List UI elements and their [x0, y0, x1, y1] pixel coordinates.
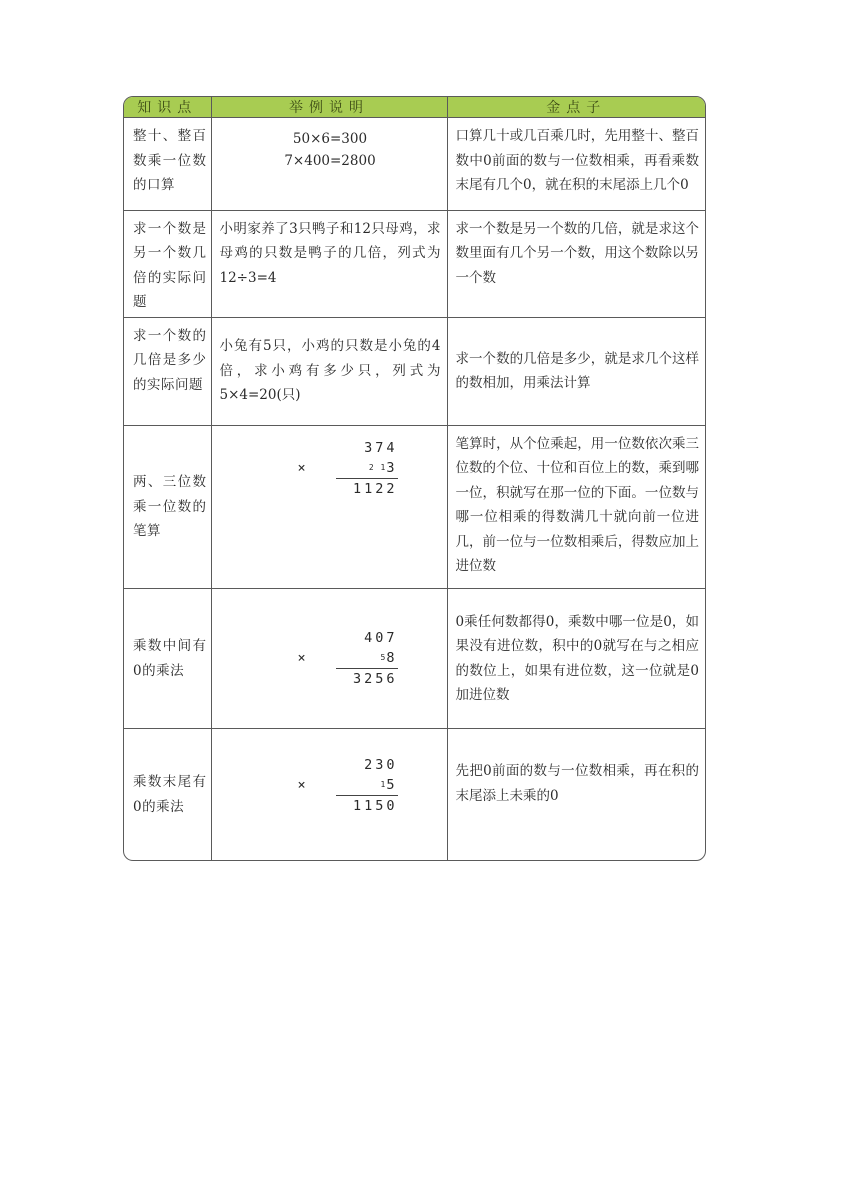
carry-digits: 2 1	[368, 462, 387, 472]
table-row	[124, 118, 705, 211]
multiplicand: 230	[364, 757, 398, 774]
tip-cell: 先把0前面的数与一位数相乘，再在积的末尾添上未乘的0	[455, 763, 699, 804]
topic-cell: 乘数中间有0的乘法	[124, 589, 211, 729]
tip-cell: 0乘任何数都得0，乘数中哪一位是0，如果没有进位数，积中的0就写在与之相应的数位上，如果有进位数，这一位就是0加进位数	[447, 589, 705, 729]
example-line: 50×6=300	[292, 131, 368, 147]
multiplicand: 374	[364, 439, 398, 456]
table-row	[124, 210, 705, 317]
topic-cell: 求一个数的几倍是多少的实际问题	[124, 317, 211, 425]
knowledge-table	[123, 96, 706, 861]
tip-cell: 口算几十或几百乘几时，先用整十、整百数中0前面的数与一位数相乘，再看乘数末尾有几个0，就在积的末尾添上几个0	[447, 118, 705, 211]
header-knowledge-point: 知识点	[124, 97, 211, 118]
table-row	[124, 589, 705, 729]
vertical-multiplication	[298, 628, 398, 689]
table-row	[124, 425, 705, 588]
header-tip: 金点子	[447, 97, 705, 118]
vertical-multiplication	[298, 438, 398, 499]
product: 1122	[352, 480, 398, 497]
example-cell: 小兔有5只，小鸡的只数是小兔的4倍，求小鸡有多少只，列式为5×4=20(只)	[211, 317, 447, 425]
header-example: 举例说明	[211, 97, 447, 118]
carry-digits: 5	[380, 653, 387, 663]
vertical-multiplication	[298, 755, 398, 816]
header-row	[124, 97, 705, 118]
carry-digits: 1	[380, 780, 387, 790]
multiplier: 3	[386, 459, 398, 476]
times-sign: ×	[297, 777, 309, 794]
times-sign: ×	[297, 650, 309, 667]
example-line: 7×400=2800	[284, 153, 376, 169]
multiplier: 5	[386, 777, 398, 794]
example-cell	[211, 729, 447, 860]
example-cell	[211, 425, 447, 588]
table-row	[124, 729, 705, 860]
product: 3256	[352, 671, 398, 688]
table-row	[124, 317, 705, 425]
example-cell	[211, 589, 447, 729]
topic-cell: 求一个数是另一个数几倍的实际问题	[124, 210, 211, 317]
multiplier: 8	[386, 650, 398, 667]
multiplier-row	[298, 775, 398, 795]
topic-cell: 乘数末尾有0的乘法	[124, 729, 211, 860]
multiplier-row	[298, 458, 398, 478]
example-cell: 小明家养了3只鸭子和12只母鸡，求母鸡的只数是鸭子的几倍，列式为12÷3=4	[211, 210, 447, 317]
tip-cell: 求一个数的几倍是多少，就是求几个这样的数相加，用乘法计算	[447, 317, 705, 425]
topic-cell: 两、三位数乘一位数的笔算	[124, 425, 211, 588]
multiplicand: 407	[364, 630, 398, 647]
tip-cell: 笔算时，从个位乘起，用一位数依次乘三位数的个位、十位和百位上的数，乘到哪一位，积就写在那一位的下面。一位数与哪一位相乘的得数满几十就向前一位进几，前一位与一位数相乘后，得数应加上进位数	[447, 425, 705, 588]
topic-cell: 整十、整百数乘一位数的口算	[124, 118, 211, 211]
product: 1150	[352, 798, 398, 815]
example-cell	[211, 118, 447, 211]
tip-cell: 求一个数是另一个数的几倍，就是求这个数里面有几个另一个数，用这个数除以另一个数	[447, 210, 705, 317]
times-sign: ×	[297, 459, 309, 476]
multiplier-row	[298, 648, 398, 668]
